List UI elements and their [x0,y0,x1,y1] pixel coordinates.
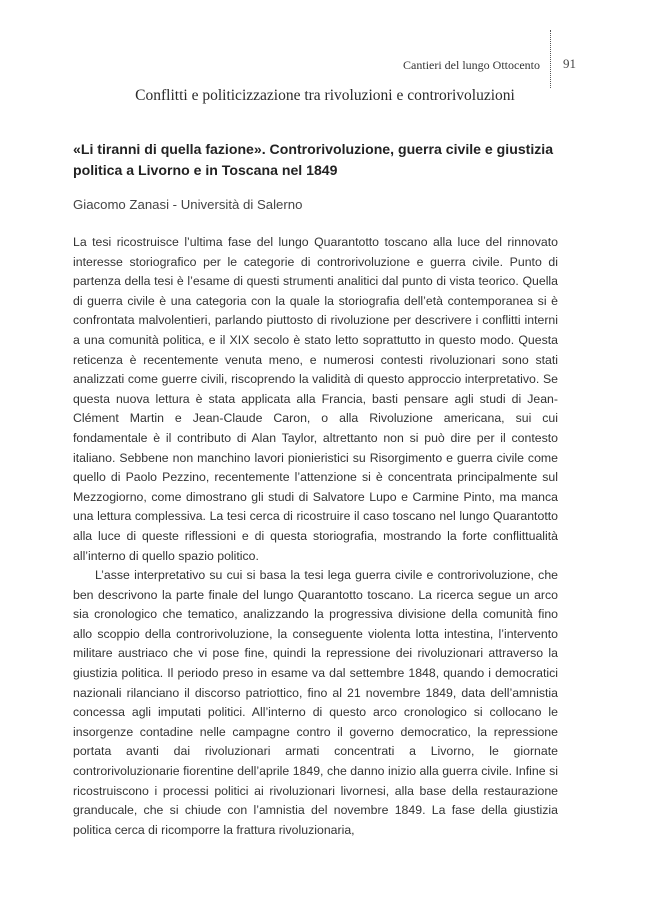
paragraph: La tesi ricostruisce l’ultima fase del lungo Quarantotto toscano alla luce del rinnovato interesse storiografico per le categorie di controrivoluzione e guerra civile. Punto di partenza della tesi è l’esame di questi strumenti analitici dal punto di vista teorico. Quella di guerra civile è una categoria con la quale la storiografia dell’età contemporanea si è confrontata malvolentieri, parlando piuttosto di rivoluzione per descrivere i conflitti interni a una comunità politica, e il XIX secolo è stato letto soprattutto in questo modo. Questa reticenza è recentemente venuta meno, e numerosi contesti rivoluzionari sono stati analizzati come guerre civili, riscoprendo la validità di questo approccio interpretativo. Se questa nuova lettura è stata applicata alla Francia, basti pensare agli studi di Jean-Clément Martin e Jean-Claude Caron, o alla Rivoluzione americana, sui cui fondamentale è il contributo di Alan Taylor, altrettanto non si può dire per il contesto italiano. Sebbene non manchino lavori pionieristici su Risorgimento e guerra civile come quello di Paolo Pezzino, recentemente l’attenzione si è concentrata principalmente sul Mezzogiorno, come dimostrano gli studi di Salvatore Lupo e Carmine Pinto, ma manca una lettura complessiva. La tesi cerca di ricostruire il caso toscano nel lungo Quarantotto alla luce di queste riflessioni e di questa storiografia, mostrando la forte conflittualità all’interno di quello spazio politico. [73,235,558,563]
article-title: «Li tiranni di quella fazione». Controrivoluzione, guerra civile e giustizia politica a Livorno e in Toscana nel 1849 [73,141,554,178]
running-head: Cantieri del lungo Ottocento [403,58,540,72]
section-title: Conflitti e politicizzazione tra rivoluzioni e controrivoluzioni [135,87,515,104]
paragraph: L’asse interpretativo su cui si basa la tesi lega guerra civile e controrivoluzione, che ben descrivono la parte finale del lungo Quarantotto toscano. La ricerca segue un arco sia cronologico che tematico, analizzando la progressiva divisione della comunità fino allo scoppio della controrivoluzione, la conseguente violenta lotta intestina, l’intervento militare austriaco che vi pose fine, quindi la repressione dei rivoluzionari attraverso la giustizia politica. Il periodo preso in esame va dal settembre 1848, quando i democratici nazionali rilanciano il discorso patriottico, fino al 21 novembre 1849, data dell’amnistia concessa agli imputati politici. All’interno di questo arco cronologico si collocano le insorgenze contadine nelle campagne contro il governo democratico, la repressione portata avanti dai rivoluzionari armati concentrati a Livorno, le giornate controrivoluzionarie fiorentine dell’aprile 1849, che danno inizio alla guerra civile. Infine si ricostruiscono i processi politici ai rivoluzionari livornesi, alla base della restaurazione granducale, che si chiude con l’amnistia del novembre 1849. La fase della giustizia politica cerca di ricomporre la frattura rivoluzionaria, [73,568,558,837]
header-divider [550,30,551,88]
article-body [73,233,558,840]
author-affiliation: Giacomo Zanasi - Università di Salerno [73,197,303,212]
page-number: 91 [563,56,576,71]
